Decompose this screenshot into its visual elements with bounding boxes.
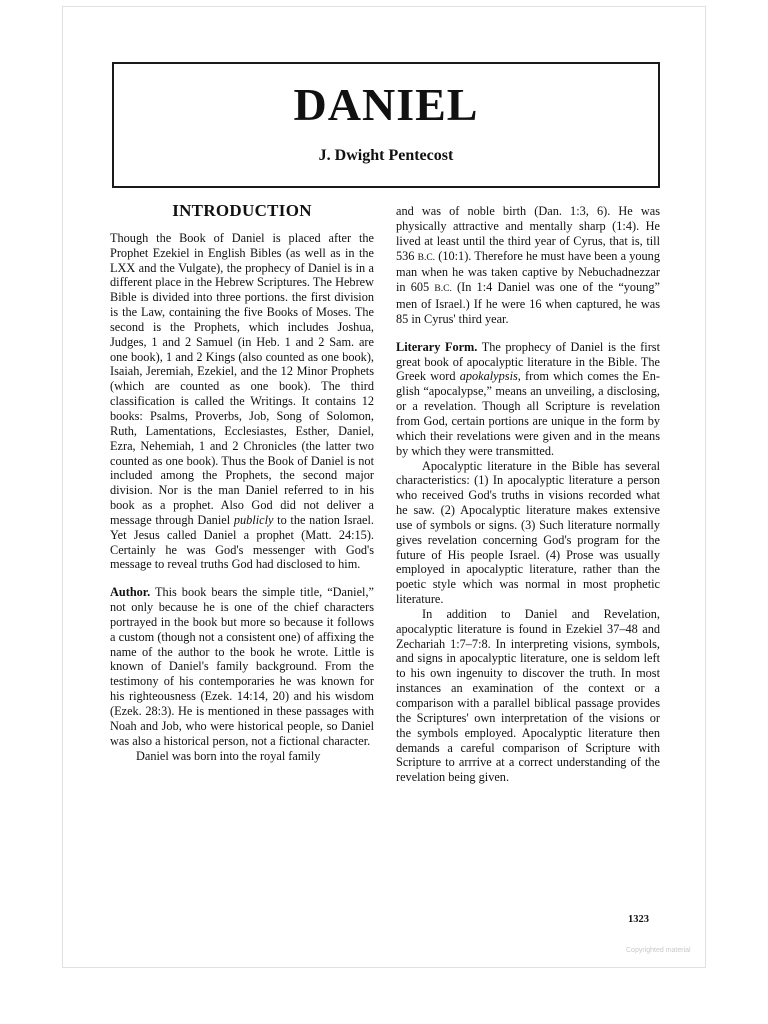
page-number: 1323 (628, 914, 649, 925)
characteristics-paragraph: Apocalyptic literature in the Bible has several characteristics: (1) In apocalyptic literature a person who received God's truths in visions recorded what he saw. (2) Apocalyptic literature makes extensive use of symbols or signs. (3) Such literature normally gives revelation concerning God's program for the future of His people Israel. (4) Prose was usually employed in apocalyptic literature, rather than the poetic style which was normal in most prophetic literature. (396, 458, 660, 607)
right-column (396, 204, 660, 785)
literary-label: Literary Form. (396, 339, 478, 354)
literary-paragraph (396, 340, 660, 459)
literary-text-a: The prophecy of Daniel is the first great book of apocalyptic literature in the Bible. The Greek word (396, 339, 660, 384)
intro-text-end: to the nation Israel. Yet Jesus called Daniel a prophet (Matt. 24:15). Certainly he was God's messenger with God's message to reveal truths God had disclosed to him. (110, 512, 374, 572)
intro-paragraph (110, 231, 374, 572)
literary-text-b: , from which comes the English “apocalypse,” means an unveiling, a disclosing, or a revelation. Though all Scripture is revelation from God, certain portions are unique in the form by which their revelations were given and in the means by which they were transmitted. (396, 369, 661, 458)
continued-text-b: (10:1). Therefore he must have been a young man when he was taken captive by Nebuchadnezzar in 605 (396, 248, 660, 295)
author-paragraph (110, 585, 374, 748)
intro-text: Though the Book of Daniel is placed after the Prophet Ezekiel in English Bibles (as well as in the LXX and the Vulgate), the prophecy of Daniel is in a different place in the Hebrew Scriptures. The Hebrew Bible is divided into three portions. the first division is the Law, containing the five Books of Moses. The second is the Prophets, which includes Joshua, Judges, 1 and 2 Samuel (in Heb. 1 and 2 Sam. are one book), 1 and 2 Kings (also counted as one book), Isaiah, Jeremiah, Ezekiel, and the 12 Minor Prophets (which are counted as one book). The third classification is called the Writings. It contains 12 books: Psalms, Proverbs, Job, Song of Solomon, Ruth, Lamentations, Ecclesiastes, Esther, Daniel, Ezra, Nehemiah, 1 and 2 Chronicles (the latter two counted as one book). Thus the Book of Daniel is not included among the Prophets, the second major division. Nor is the man Daniel referred to in his book as a prophet. Also God did not deliver a message through Daniel (110, 230, 374, 527)
book-title: DANIEL (293, 79, 479, 130)
era-bc-2: B.C. (434, 284, 452, 295)
revelation-paragraph: In addition to Daniel and Revelation, apocalyptic literature is found in Ezekiel 37–48 and Zechariah 1:7–7:8. In interpreting visions, symbols, and signs in apocalyptic literature, one is seldom left to his own ingenuity to discover the truth. In most instances an examination of the context or a comparison with a parallel biblical passage provides the Scriptures' own interpretation of the visions or the symbols employed. Apocalyptic literature then demands a careful comparison of Scripture with Scripture to arrrive at a correct understanding of the revelation being given. (396, 606, 660, 785)
royal-paragraph: Daniel was born into the royal family (136, 748, 321, 763)
section-heading-introduction: INTRODUCTION (172, 201, 312, 220)
intro-emphasis: publicly (233, 512, 274, 527)
continued-text-a: and was of noble birth (Dan. 1:3, 6). He was physically attractive and mentally sharp (1:4). He lived at least until the third year of Cyrus, that is, till 536 (396, 204, 660, 263)
continued-text-c: (In 1:4 Daniel was one of the “young” men of Israel.) If he were 16 when captured, he was 85 in Cyrus' third year. (396, 280, 660, 326)
book-author: J. Dwight Pentecost (318, 147, 454, 164)
author-label: Author. (110, 585, 151, 600)
continued-paragraph (396, 204, 660, 327)
copyright-watermark: Copyrighted material (626, 947, 691, 954)
era-bc-1: B.C. (417, 252, 436, 263)
author-text: This book bears the simple title, “Daniel,” not only because he is one of the chief characters portrayed in the book but more so because it follows a custom (though not a consistent one) of affixing the name of the author to the book he wrote. Little is known of Daniel's family background. From the testimony of his contemporaries he was known for his righteousness (Ezek. 14:14, 20) and his wisdom (Ezek. 28:3). He is mentioned in these passages with Noah and Job, who were historical people, so Daniel was also a historical person, not a fictional character. (110, 585, 374, 748)
literary-emphasis: apokalypsis (459, 369, 518, 384)
left-column (110, 200, 374, 763)
title-box (112, 62, 660, 188)
